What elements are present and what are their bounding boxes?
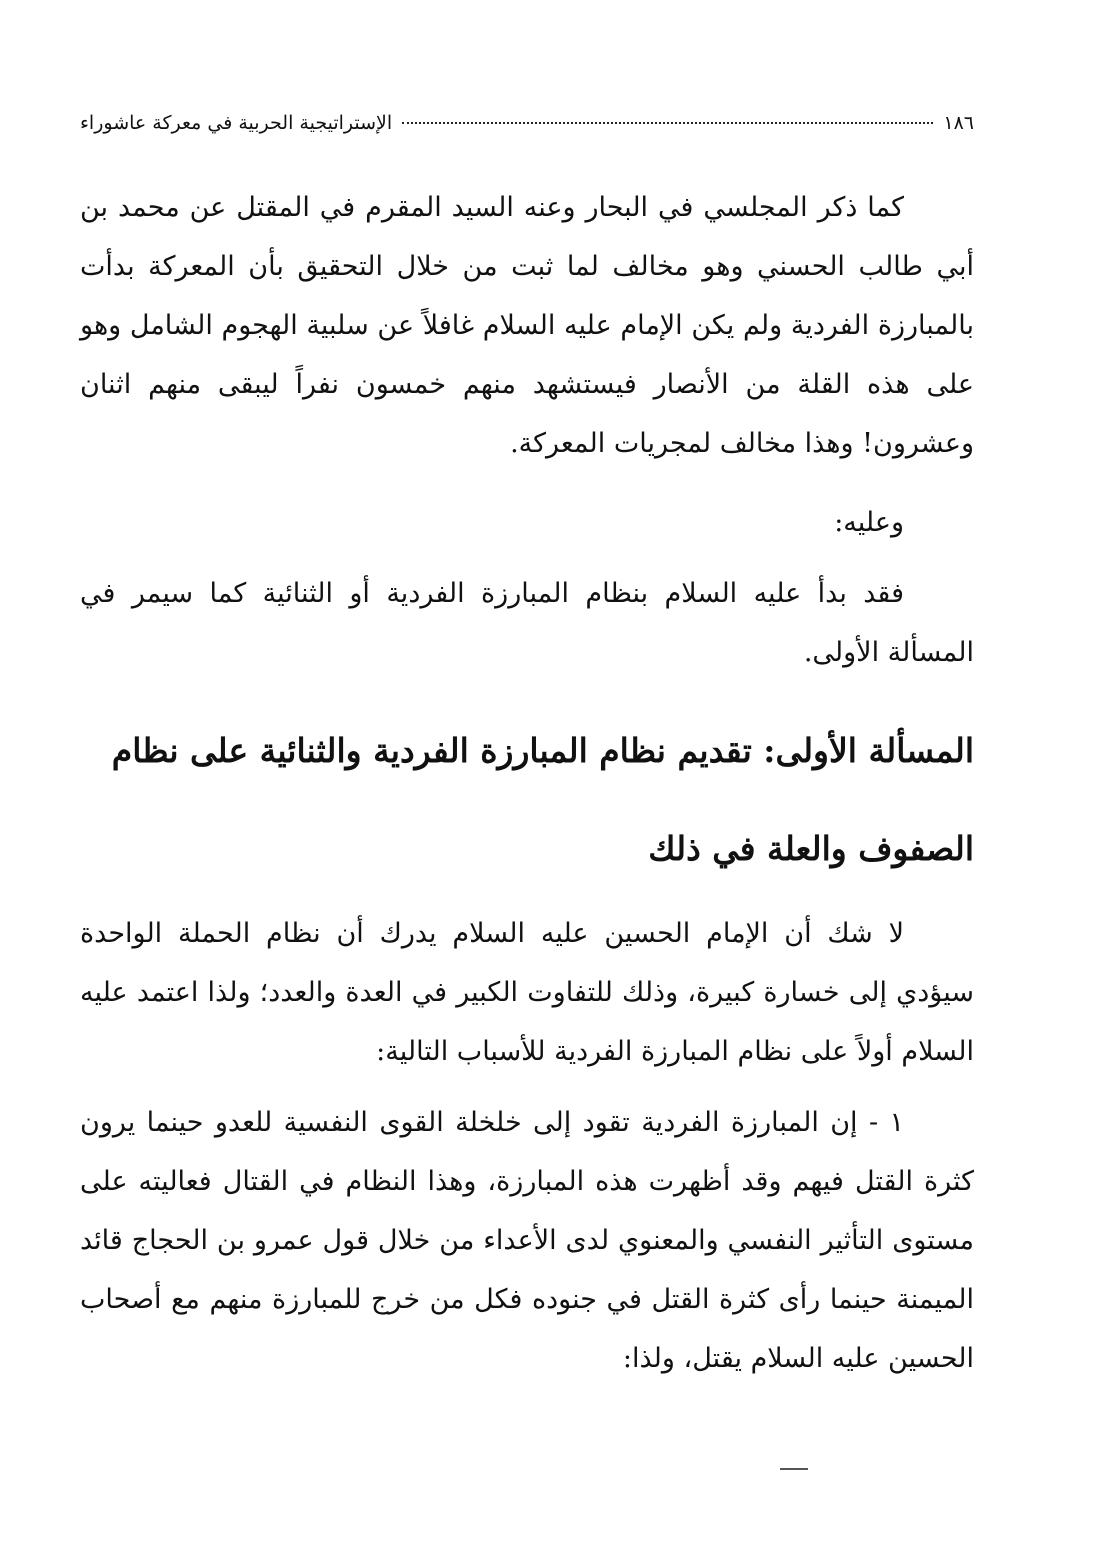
page-number: ١٨٦ xyxy=(943,112,974,134)
paragraph-1: كما ذكر المجلسي في البحار وعنه السيد المقرم في المقتل عن محمد بن أبي طالب الحسني وهو مخالف لما ثبت من خلال التحقيق بأن المعركة بدأت بالمبارزة الفردية ولم يكن الإمام عليه السلام غافلاً عن سلبية الهجوم الشامل وهو على هذه القلة من الأنصار فيستشهد منهم خمسون نفراً ليبقى منهم اثنان وعشرون! وهذا مخالف لمجريات المعركة. xyxy=(80,192,974,459)
page-body xyxy=(80,178,974,1388)
header-dot-leader xyxy=(402,122,933,124)
paragraph-2: وعليه: xyxy=(834,507,904,538)
section-heading: المسألة الأولى: تقديم نظام المبارزة الفردية والثنائية على نظام الصفوف والعلة في ذلك xyxy=(111,731,974,868)
paragraph-5: ١ - إن المبارزة الفردية تقود إلى خلخلة القوى النفسية للعدو حينما يرون كثرة القتل فيهم وقد أظهرت هذه المبارزة، وهذا النظام في القتال فعاليته على مستوى التأثير النفسي والمعنوي لدى الأعداء من خلال قول عمرو بن الحجاج قائد الميمنة حينما رأى كثرة القتل في جنوده فكل من خرج للمبارزة منهم مع أصحاب الحسين عليه السلام يقتل، ولذا: xyxy=(80,1107,974,1374)
paragraph-4: لا شك أن الإمام الحسين عليه السلام يدرك أن نظام الحملة الواحدة سيؤدي إلى خسارة كبيرة، وذلك للتفاوت الكبير في العدة والعدد؛ ولذا اعتمد عليه السلام أولاً على نظام المبارزة الفردية للأسباب التالية: xyxy=(80,918,974,1067)
page-mark xyxy=(780,1468,808,1470)
running-header xyxy=(80,112,974,144)
paragraph-3: فقد بدأ عليه السلام بنظام المبارزة الفردية أو الثنائية كما سيمر في المسألة الأولى. xyxy=(80,578,974,668)
running-title: الإستراتيجية الحربية في معركة عاشوراء xyxy=(80,112,393,134)
